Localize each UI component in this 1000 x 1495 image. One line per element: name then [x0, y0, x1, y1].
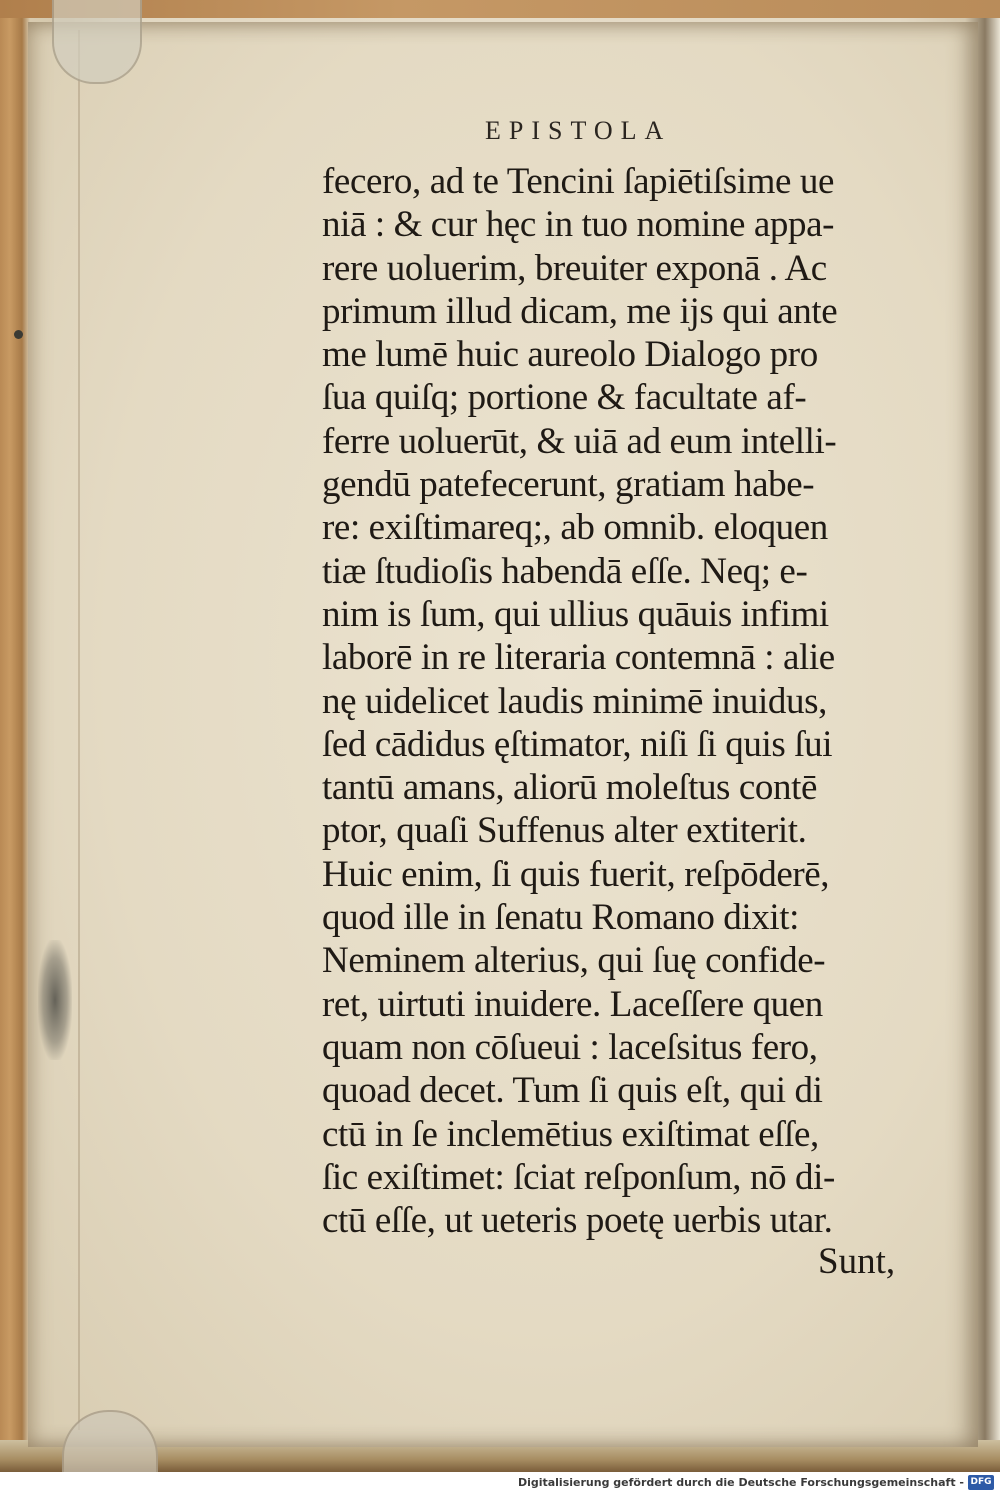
ink-smudge — [38, 940, 72, 1060]
binding-edge-top — [0, 0, 1000, 18]
running-head: EPISTOLA — [485, 116, 672, 145]
text-line: primum illud dicam, me ijs qui ante — [322, 290, 838, 332]
text-line: ſic exiſtimet: ſciat reſponſum, nō di- — [322, 1156, 835, 1198]
scanner-clip-top — [52, 0, 142, 84]
text-line: niā : & cur hęc in tuo nomine appa- — [322, 204, 835, 246]
text-line: quoad decet. Tum ſi quis eſt, qui di — [322, 1070, 823, 1112]
catchword: Sunt, — [818, 1241, 896, 1282]
text-line: tiæ ſtudioſis habendā eſſe. Neq; e- — [322, 550, 808, 592]
text-line: fecero, ad te Tencini ſapiētiſsime ue — [322, 161, 835, 202]
text-line: tantū amans, aliorū moleſtus contē — [322, 767, 818, 809]
text-line: nę uidelicet laudis minimē inuidus, — [322, 680, 827, 722]
text-line: ret, uirtuti inuidere. Laceſſere quen — [322, 983, 823, 1025]
text-line: ctū eſſe, ut ueteris poetę uerbis utar. — [322, 1200, 833, 1242]
text-line: quod ille in ſenatu Romano dixit: — [322, 897, 799, 939]
dfg-logo: DFG — [968, 1475, 994, 1490]
text-line: Huic enim, ſi quis fuerit, reſpōderē, — [322, 853, 830, 895]
funding-credit: Digitalisierung gefördert durch die Deutsche Forschungsgemeinschaft - — [517, 1476, 964, 1489]
text-line: gendū patefecerunt, gratiam habe- — [322, 464, 815, 506]
text-line: ctū in ſe inclemētius exiſtimat eſſe, — [322, 1113, 819, 1155]
text-line: rere uoluerim, breuiter exponā . Ac — [322, 247, 827, 289]
margin-dot — [14, 330, 23, 339]
text-line: laborē in re literaria contemnā : alie — [322, 637, 835, 679]
text-line: ſed cādidus ęſtimator, niſi ſi quis ſui — [322, 723, 833, 765]
text-line: re: exiſtimareq;, ab omnib. eloquen — [322, 507, 828, 549]
text-line: me lumē huic aureolo Dialogo pro — [322, 334, 818, 376]
digitization-footer — [0, 1472, 1000, 1495]
page-gutter — [78, 30, 80, 1430]
text-line: Neminem alterius, qui ſuę confide- — [322, 940, 826, 982]
text-line: ſua quiſq; portione & facultate af- — [322, 377, 807, 419]
page-text — [322, 160, 922, 1242]
text-line: ptor, quaſi Suffenus alter extiterit. — [322, 810, 807, 852]
text-line: nim is ſum, qui ullius quāuis infimi — [322, 593, 829, 635]
text-line: quam non cōſueui : laceſsitus fero, — [322, 1026, 818, 1068]
text-line: ferre uoluerūt, & uiā ad eum intelli- — [322, 420, 837, 462]
